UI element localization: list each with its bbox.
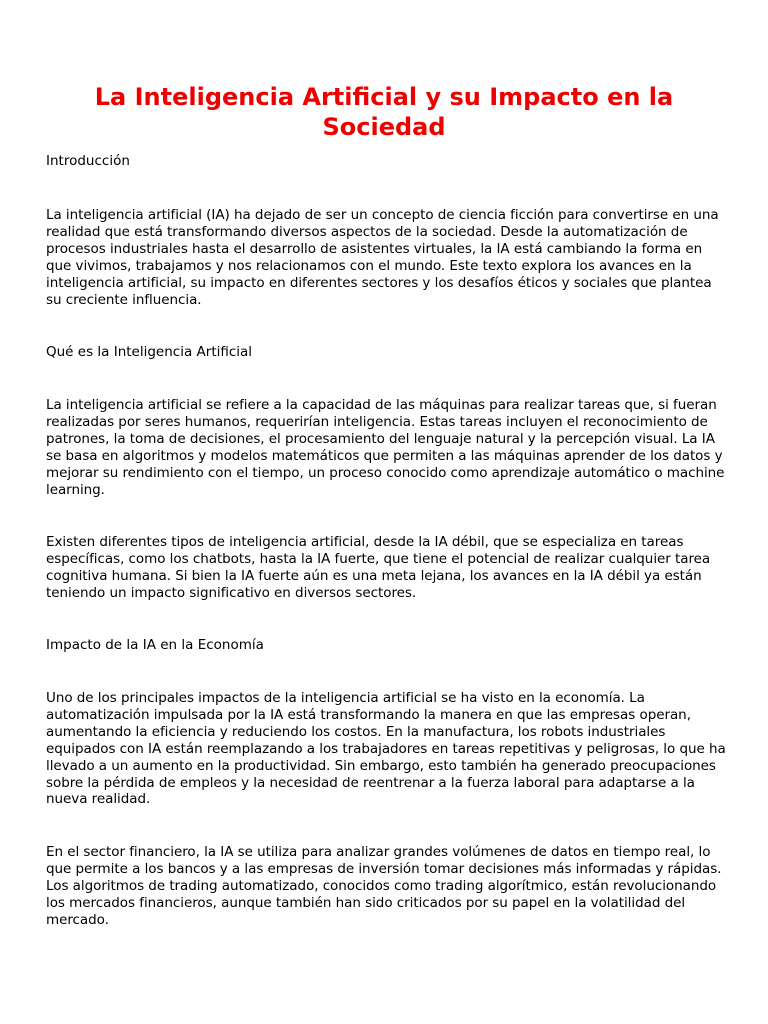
paragraph-tipos-ia: Existen diferentes tipos de inteligencia artificial, desde la IA débil, que se especializa en tareas específicas, como los chatbots, hasta la IA fuerte, que tiene el potencial de realizar cualquier tarea cognitiva humana. Si bien la IA fuerte aún es una meta lejana, los avances en la IA débil ya están teniendo un impacto significativo en diversos sectores. <box>46 534 711 601</box>
section-heading-impacto-economia: Impacto de la IA en la Economía <box>46 637 264 653</box>
paragraph-sector-financiero: En el sector financiero, la IA se utiliza para analizar grandes volúmenes de datos en tiempo real, lo que permite a los bancos y a las empresas de inversión tomar decisiones más informadas y rápidas. Los algoritmos de trading automatizado, conocidos como trading algorítmico, están revolucionando los mercados financieros, aunque también han sido criticados por su papel en la volatilidad del mercado. <box>46 844 722 928</box>
paragraph-impacto-economia: Uno de los principales impactos de la inteligencia artificial se ha visto en la economía. La automatización impulsada por la IA está transformando la manera en que las empresas operan, aumentando la eficiencia y reduciendo los costos. En la manufactura, los robots industriales equipados con IA están reemplazando a los trabajadores en tareas repetitivas y peligrosas, lo que ha llevado a un aumento en la productividad. Sin embargo, esto también ha generado preocupaciones sobre la pérdida de empleos y la necesidad de reentrenar a la fuerza laboral para adaptarse a la nueva realidad. <box>46 690 726 808</box>
section-heading-introduccion: Introducción <box>46 153 130 169</box>
paragraph-introduccion: La inteligencia artificial (IA) ha dejado de ser un concepto de ciencia ficción para convertirse en una realidad que está transformando diversos aspectos de la sociedad. Desde la automatización de procesos industriales hasta el desarrollo de asistentes virtuales, la IA está cambiando la forma en que vivimos, trabajamos y nos relacionamos con el mundo. Este texto explora los avances en la inteligencia artificial, su impacto en diferentes sectores y los desafíos éticos y sociales que plantea su creciente influencia. <box>46 207 719 308</box>
paragraph-definicion-ia: La inteligencia artificial se refiere a la capacidad de las máquinas para realizar tareas que, si fueran realizadas por seres humanos, requerirían inteligencia. Estas tareas incluyen el reconocimiento de patrones, la toma de decisiones, el procesamiento del lenguaje natural y la percepción visual. La IA se basa en algoritmos y modelos matemáticos que permiten a las máquinas aprender de los datos y mejorar su rendimiento con el tiempo, un proceso conocido como aprendizaje automático o machine learning. <box>46 397 725 498</box>
section-heading-que-es-ia: Qué es la Inteligencia Artificial <box>46 344 253 360</box>
document-title: La Inteligencia Artificial y su Impacto en la Sociedad <box>94 83 674 141</box>
